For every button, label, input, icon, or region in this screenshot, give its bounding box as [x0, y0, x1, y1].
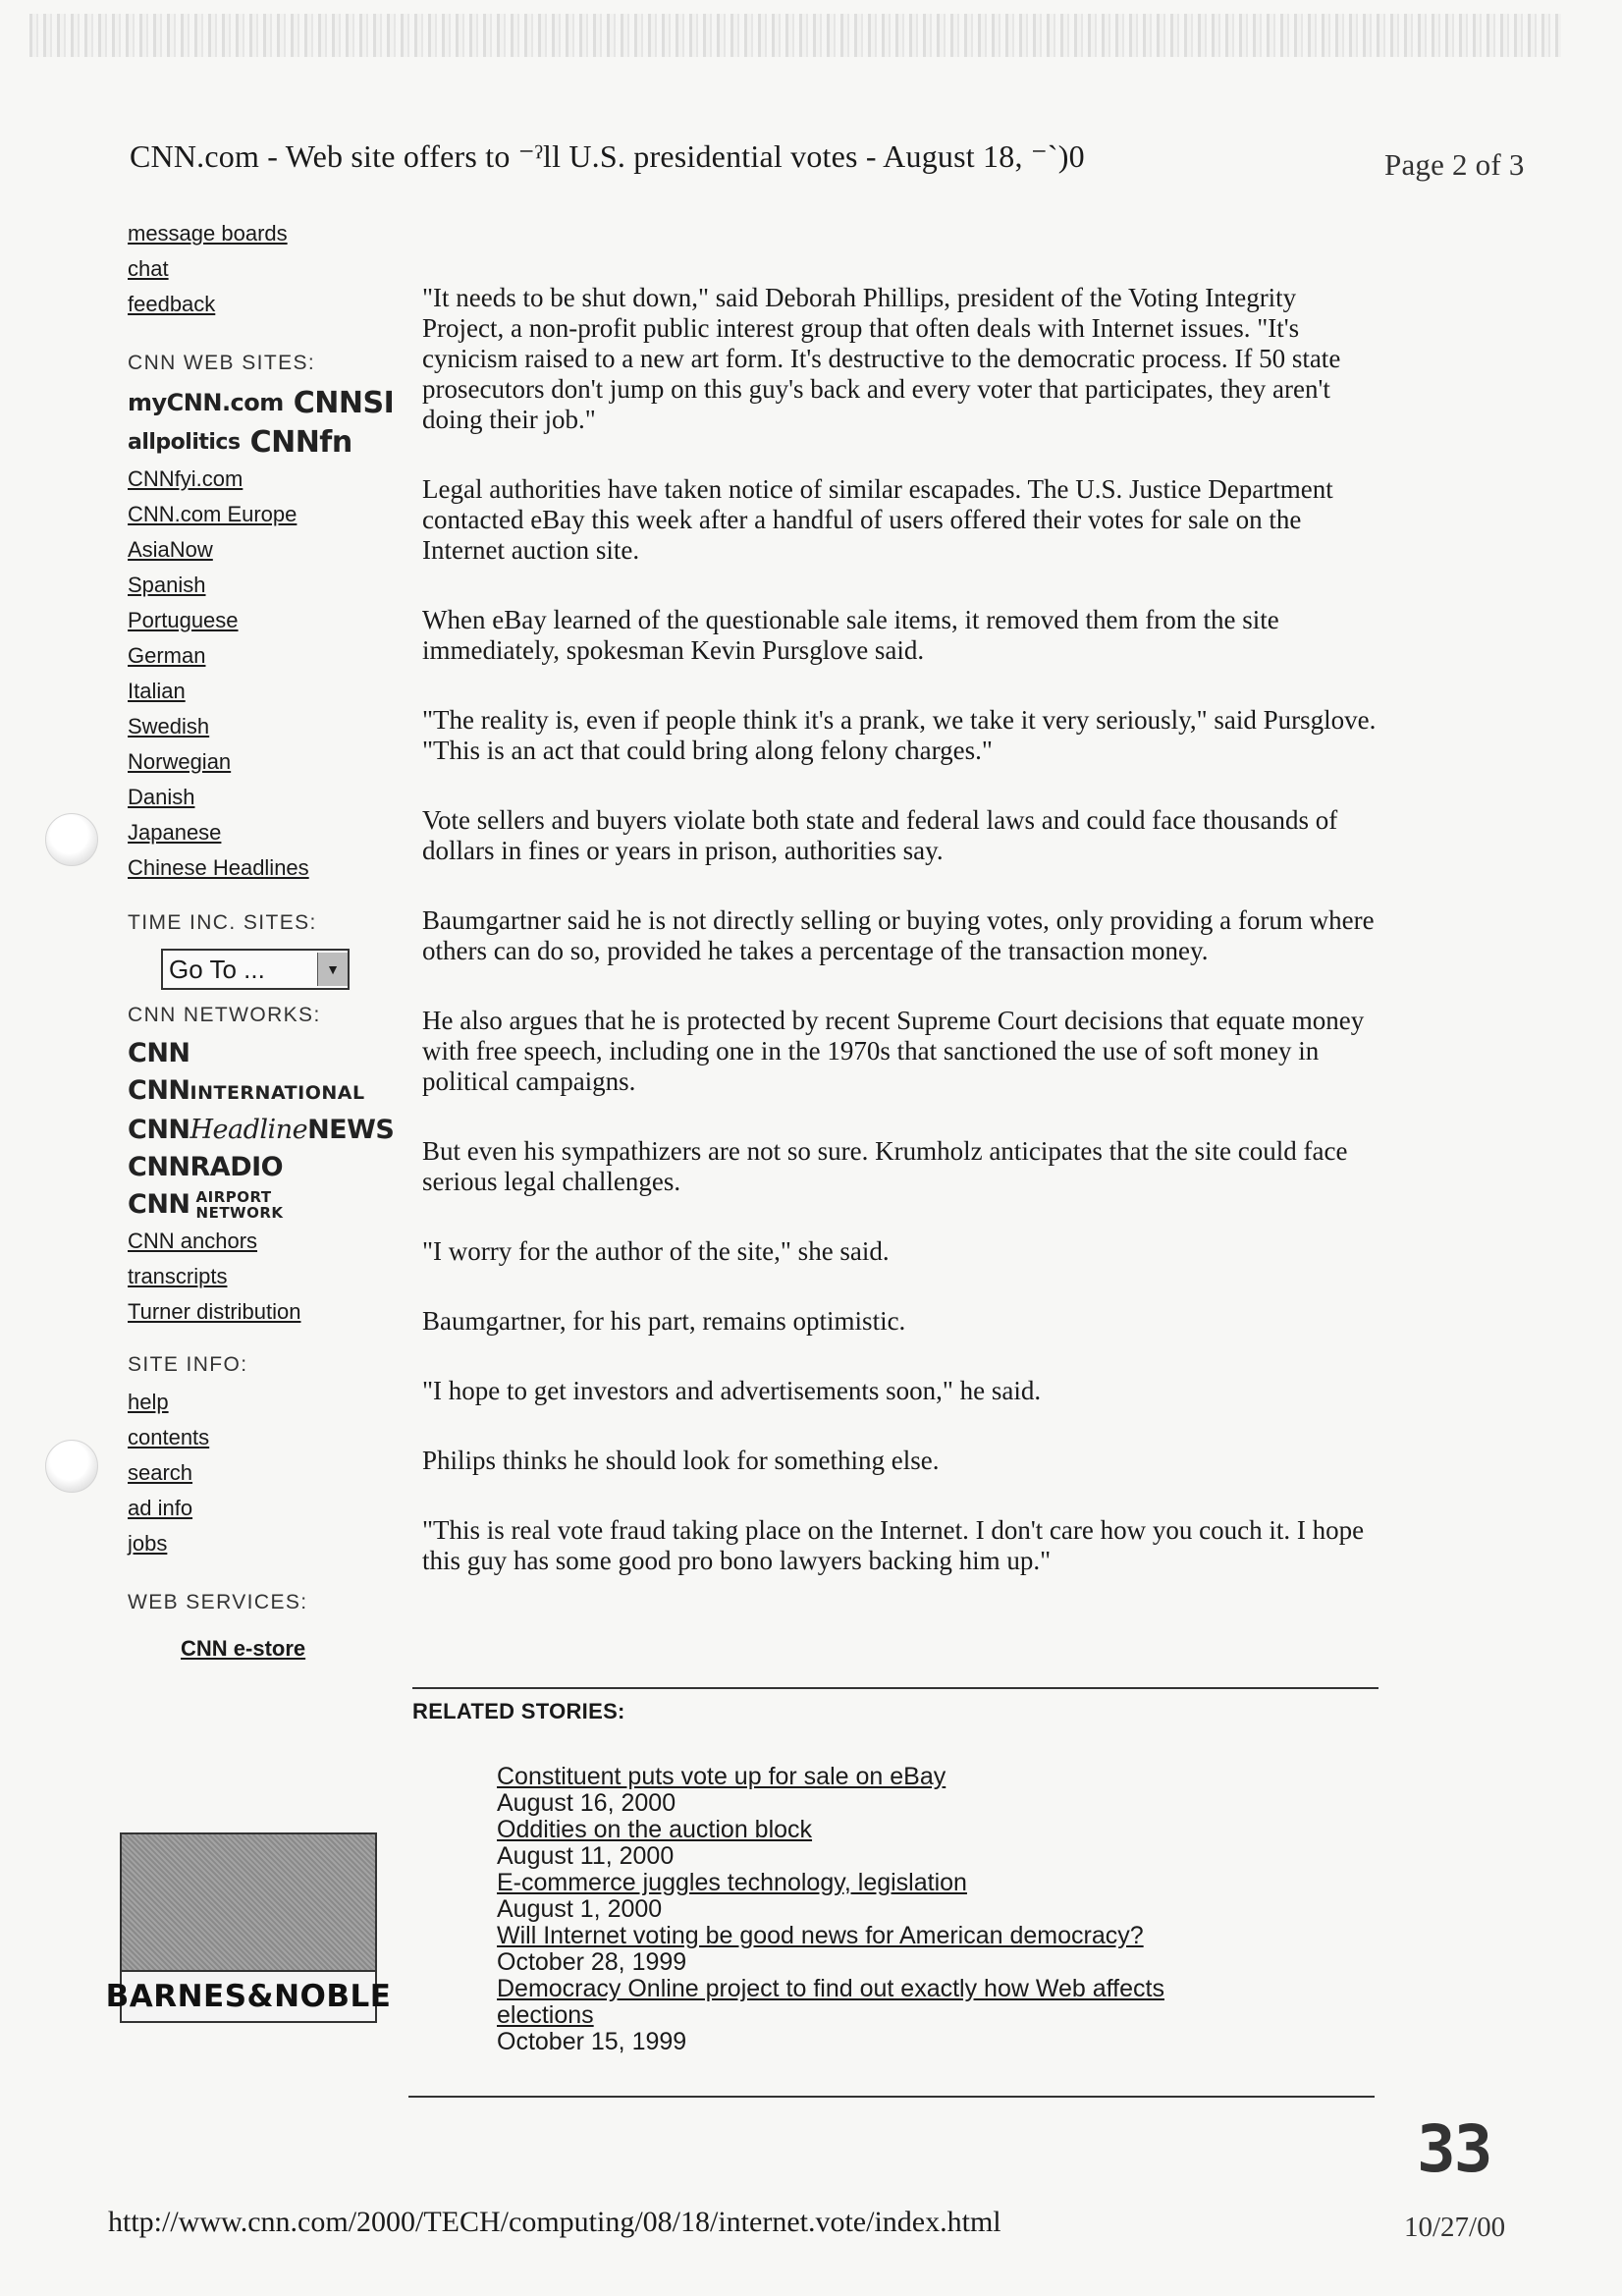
cnn-radio-logo[interactable] — [128, 1149, 422, 1186]
sidebar-link-search[interactable]: search — [128, 1460, 193, 1485]
sidebar-link-cnn-europe[interactable]: CNN.com Europe — [128, 502, 297, 526]
cnn-logo[interactable] — [128, 1035, 422, 1072]
article-paragraph: "The reality is, even if people think it's a prank, we take it very seriously," said Pursglove. "This is an act that could bring along felony charges." — [422, 705, 1377, 765]
sidebar — [128, 216, 422, 1666]
sidebar-link-portuguese[interactable]: Portuguese — [128, 608, 239, 632]
sidebar-link-norwegian[interactable]: Norwegian — [128, 749, 232, 774]
cnn-estore-link[interactable]: CNN e-store — [181, 1636, 306, 1661]
logo-sub-line: AIRPORT — [195, 1188, 272, 1206]
logo-sub-text: NEWS — [307, 1115, 395, 1145]
related-story-date: October 28, 1999 — [497, 1948, 687, 1976]
cnn-logo-text: CNN — [128, 1038, 190, 1068]
print-header — [130, 137, 1543, 182]
sidebar-link-japanese[interactable]: Japanese — [128, 820, 222, 845]
related-story-date: August 1, 2000 — [497, 1895, 663, 1923]
footer-print-date: 10/27/00 — [1404, 2212, 1506, 2243]
logo-main-text: CNN — [128, 1075, 190, 1106]
article-paragraph: Philips thinks he should look for something else. — [422, 1446, 940, 1475]
article-paragraph: He also argues that he is protected by recent Supreme Court decisions that equate money with free speech, including one in the 1970s that sanctioned the use of soft money in political campaigns. — [422, 1006, 1365, 1096]
list-item — [497, 1923, 1384, 1976]
list-item — [497, 1870, 1384, 1923]
article-paragraph: "This is real vote fraud taking place on the Internet. I don't care how you couch it. I hope this guy has some good pro bono lawyers backing him up." — [422, 1515, 1365, 1575]
related-story-date: August 16, 2000 — [497, 1789, 676, 1817]
related-story-link[interactable]: Oddities on the auction block — [497, 1816, 813, 1843]
goto-select[interactable] — [161, 949, 350, 990]
scan-noise-strip — [29, 14, 1561, 57]
article-body — [422, 283, 1384, 1615]
article-paragraph: Vote sellers and buyers violate both state and federal laws and could face thousands of dollars in fines or years in prison, authorities say. — [422, 805, 1338, 865]
article-paragraph: "I hope to get investors and advertisements soon," he said. — [422, 1376, 1042, 1405]
logo-main-text: CNN — [128, 1152, 190, 1182]
sidebar-link-german[interactable]: German — [128, 643, 206, 668]
punch-hole-icon — [45, 813, 98, 866]
article-paragraph: "It needs to be shut down," said Deborah Phillips, president of the Voting Integrity Project, a non-profit public interest group that often deals with Internet issues. "It's cynicism raised to a new art form. It's destructive to the democratic process. If 50 state prosecutors don't jump on this guy's back and every voter that participates, they aren't doing their job." — [422, 283, 1341, 434]
bottom-divider — [408, 2096, 1375, 2098]
sidebar-link-feedback[interactable]: feedback — [128, 292, 216, 316]
web-sites-heading: CNN WEB SITES: — [128, 352, 316, 374]
list-item — [497, 1976, 1384, 2055]
mycnn-logo[interactable]: myCNN.com — [128, 389, 284, 416]
related-story-link[interactable]: E-commerce juggles technology, legislation — [497, 1869, 967, 1896]
related-stories-list — [497, 1764, 1384, 2055]
article-paragraph: Legal authorities have taken notice of similar escapades. The U.S. Justice Department contacted eBay this week after a handful of users offered their votes for sale on the Internet auction site. — [422, 474, 1333, 565]
article-paragraph: When eBay learned of the questionable sale items, it removed them from the site immediately, spokesman Kevin Pursglove said. — [422, 605, 1279, 665]
cnn-airport-network-logo[interactable] — [128, 1186, 422, 1224]
related-story-link[interactable]: Constituent puts vote up for sale on eBay — [497, 1763, 946, 1790]
sidebar-link-transcripts[interactable]: transcripts — [128, 1264, 228, 1288]
web-services-heading: WEB SERVICES: — [128, 1591, 308, 1613]
sidebar-link-asianow[interactable]: AsiaNow — [128, 537, 213, 562]
logo-main-text: CNN — [128, 1115, 190, 1145]
footer-url: http://www.cnn.com/2000/TECH/computing/08/18/internet.vote/index.html — [108, 2206, 1001, 2238]
sidebar-link-message-boards[interactable]: message boards — [128, 221, 288, 246]
logo-sub-text: RADIO — [189, 1152, 284, 1182]
cnn-international-logo[interactable] — [128, 1072, 422, 1112]
article-paragraph: Baumgartner, for his part, remains optimistic. — [422, 1306, 906, 1336]
logo-sub-text — [196, 1189, 284, 1221]
article-paragraph: But even his sympathizers are not so sure. Krumholz anticipates that the site could face serious legal challenges. — [422, 1136, 1348, 1196]
barnes-noble-ad[interactable] — [105, 1832, 392, 2023]
related-divider — [412, 1687, 1379, 1689]
related-stories — [412, 1699, 1384, 2055]
sidebar-link-turner-distribution[interactable]: Turner distribution — [128, 1299, 301, 1324]
logo-sub-text: INTERNATIONAL — [189, 1082, 365, 1104]
logo-italic-text: Headline — [189, 1115, 308, 1145]
list-item — [497, 1764, 1384, 1817]
sidebar-link-help[interactable]: help — [128, 1390, 169, 1414]
sidebar-link-ad-info[interactable]: ad info — [128, 1496, 193, 1520]
sidebar-link-swedish[interactable]: Swedish — [128, 714, 210, 738]
networks-heading: CNN NETWORKS: — [128, 1004, 321, 1026]
logo-sub-line: NETWORK — [195, 1204, 284, 1222]
site-logo-row — [128, 422, 422, 462]
sidebar-link-italian[interactable]: Italian — [128, 679, 186, 703]
list-item — [497, 1817, 1384, 1870]
related-story-date: October 15, 1999 — [497, 2028, 687, 2055]
goto-select-value: Go To ... — [169, 954, 265, 984]
sidebar-link-jobs[interactable]: jobs — [128, 1531, 168, 1556]
sidebar-link-contents[interactable]: contents — [128, 1425, 210, 1449]
article-paragraph: "I worry for the author of the site," she said. — [422, 1236, 890, 1266]
page-number: Page 2 of 3 — [1384, 147, 1525, 182]
related-stories-heading: RELATED STORIES: — [412, 1699, 625, 1723]
punch-hole-icon — [45, 1440, 98, 1493]
sidebar-link-danish[interactable]: Danish — [128, 785, 195, 809]
sidebar-link-cnn-anchors[interactable]: CNN anchors — [128, 1229, 258, 1253]
handwritten-page-number: 33 — [1417, 2111, 1491, 2187]
related-story-link[interactable]: Will Internet voting be good news for American democracy? — [497, 1922, 1144, 1949]
cnnfn-logo[interactable]: CNNfn — [249, 424, 352, 460]
logo-main-text: CNN — [128, 1189, 190, 1220]
sidebar-link-chinese-headlines[interactable]: Chinese Headlines — [128, 855, 309, 880]
related-story-date: August 11, 2000 — [497, 1842, 675, 1870]
cnnsi-logo[interactable]: CNNSI — [293, 385, 395, 420]
barnes-noble-logo: BARNES&NOBLE — [122, 1970, 375, 2021]
document-title: CNN.com - Web site offers to ⁻ˀll U.S. presidential votes - August 18, ⁻`)0 — [130, 138, 1085, 174]
time-inc-heading: TIME INC. SITES: — [128, 911, 317, 934]
site-info-heading: SITE INFO: — [128, 1353, 248, 1376]
allpolitics-logo[interactable]: allpolitics — [128, 429, 241, 455]
article-paragraph: Baumgartner said he is not directly selling or buying votes, only providing a forum where others can do so, provided he takes a percentage of the transaction money. — [422, 905, 1375, 965]
dropdown-arrow-icon[interactable]: ▼ — [317, 953, 348, 986]
sidebar-link-chat[interactable]: chat — [128, 256, 169, 281]
sidebar-link-spanish[interactable]: Spanish — [128, 573, 206, 597]
sidebar-link-cnnfyi[interactable]: CNNfyi.com — [128, 466, 243, 491]
site-logo-row — [128, 383, 422, 422]
cnn-headline-news-logo[interactable] — [128, 1112, 422, 1149]
related-story-link[interactable]: Democracy Online project to find out exactly how Web affects elections — [497, 1975, 1164, 2029]
